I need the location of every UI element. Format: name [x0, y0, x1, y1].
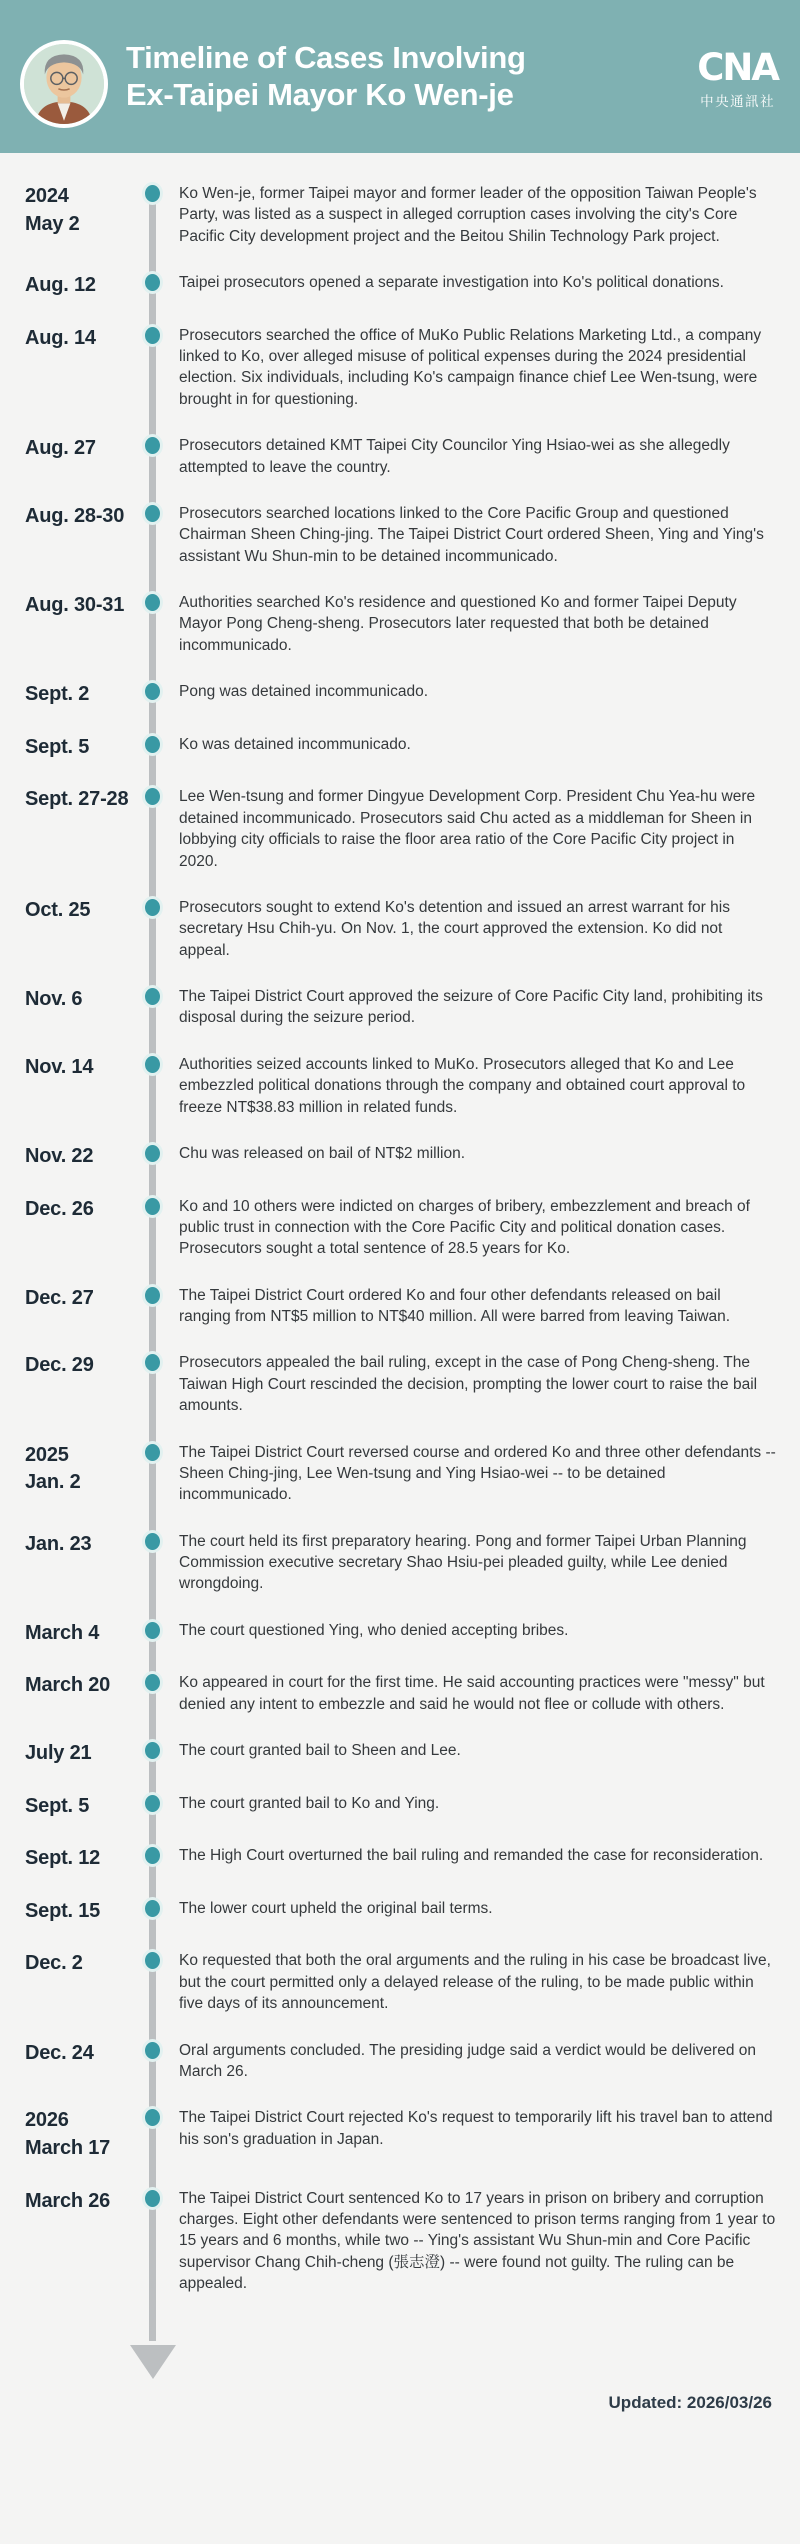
- timeline-dot-icon: [142, 1530, 163, 1553]
- entry-dot-column: [130, 1196, 175, 1260]
- page-title-line2: Ex-Taipei Mayor Ko Wen-je: [126, 76, 514, 112]
- timeline-entry: [25, 1620, 778, 1648]
- entry-date-block: [25, 1740, 130, 1768]
- timeline-entry: [25, 2040, 778, 2083]
- timeline-entry: [25, 1352, 778, 1416]
- entry-dot-column: [130, 503, 175, 567]
- entry-date-block: [25, 592, 130, 656]
- entry-date-block: [25, 272, 130, 300]
- timeline-dot-icon: [142, 182, 163, 205]
- entry-dot-column: [130, 592, 175, 656]
- timeline-entry: [25, 1672, 778, 1715]
- timeline-dot-icon: [142, 1142, 163, 1165]
- timeline-dot-icon: [142, 2187, 163, 2210]
- entry-date: Aug. 28-30: [25, 504, 125, 527]
- cna-logo-subtitle: 中央通訊社: [700, 94, 776, 110]
- entry-date-block: [25, 1845, 130, 1873]
- header: [0, 0, 800, 153]
- timeline-dot-icon: [142, 1619, 163, 1642]
- entry-year: 2026: [25, 2109, 69, 2132]
- page-title-line1: Timeline of Cases Involving: [126, 39, 526, 75]
- entry-dot-column: [130, 1898, 175, 1926]
- entry-date-block: [25, 1285, 130, 1328]
- timeline-entry: [25, 1898, 778, 1926]
- entry-date: Sept. 15: [25, 1899, 101, 1922]
- entry-date-block: [25, 1531, 130, 1595]
- entry-date-block: [25, 1196, 130, 1260]
- entry-date-block: [25, 986, 130, 1029]
- timeline-entry: [25, 1950, 778, 2014]
- cna-logo-text: CNA: [697, 46, 778, 89]
- entry-text: Oral arguments concluded. The presiding judge said a verdict would be delivered on March 26.: [179, 2041, 757, 2080]
- entry-date: Dec. 2: [25, 1952, 83, 1975]
- entry-date: March 20: [25, 1674, 111, 1697]
- timeline-entry: [25, 2107, 778, 2162]
- entry-dot-column: [130, 2188, 175, 2295]
- timeline-dot-icon: [142, 2039, 163, 2062]
- entry-text: The court granted bail to Ko and Ying.: [179, 1794, 440, 1812]
- entry-dot-column: [130, 272, 175, 300]
- entry-dot-column: [130, 1352, 175, 1416]
- timeline-dot-icon: [142, 324, 163, 347]
- entry-text: Prosecutors searched locations linked to the Core Pacific Group and questioned Chairman Sheen Ching-jing. The Taipei District Court ordered Sheen, Ying and Ying's assistant Wu Shun-min to be detained incommunicado.: [179, 504, 764, 565]
- timeline-dot-icon: [142, 1053, 163, 1076]
- entry-date: Sept. 5: [25, 735, 90, 758]
- entry-text: Prosecutors appealed the bail ruling, except in the case of Pong Cheng-sheng. The Taiwan High Court rescinded the decision, prompting the lower court to raise the bail amounts.: [179, 1354, 758, 1415]
- timeline-entries: [25, 183, 778, 2294]
- timeline-entry: [25, 1054, 778, 1118]
- entry-dot-column: [130, 1285, 175, 1328]
- entry-dot-column: [130, 786, 175, 872]
- entry-text: Taipei prosecutors opened a separate investigation into Ko's political donations.: [179, 274, 724, 292]
- entry-date: Nov. 14: [25, 1055, 94, 1078]
- entry-date: March 26: [25, 2189, 111, 2212]
- entry-text: The lower court upheld the original bail terms.: [179, 1899, 493, 1917]
- portrait-illustration: [24, 44, 104, 124]
- entry-text: Authorities searched Ko's residence and questioned Ko and former Taipei Deputy Mayor Pong Cheng-sheng. Prosecutors later requested that both be detained incommunicado.: [179, 594, 737, 654]
- entry-date-block: [25, 503, 130, 567]
- entry-date: Jan. 2: [25, 1471, 81, 1494]
- timeline-entry: [25, 897, 778, 961]
- entry-date: Dec. 26: [25, 1197, 94, 1220]
- entry-dot-column: [130, 2107, 175, 2162]
- entry-dot-column: [130, 325, 175, 411]
- entry-date-block: [25, 897, 130, 961]
- entry-text: The Taipei District Court reversed course and ordered Ko and three other defendants -- Sheen Ching-jing, Lee Wen-tsung and Ying Hsiao-wei -- to be detained incommunicado.: [179, 1443, 776, 1504]
- timeline-entry: [25, 986, 778, 1029]
- timeline-dot-icon: [142, 1897, 163, 1920]
- entry-date-block: [25, 681, 130, 709]
- entry-text: The Taipei District Court rejected Ko's request to temporarily lift his travel ban to attend his son's graduation in Japan.: [179, 2109, 773, 2148]
- entry-text: Chu was released on bail of NT$2 million.: [179, 1144, 466, 1162]
- timeline-entry: [25, 1285, 778, 1328]
- entry-date-block: [25, 325, 130, 411]
- timeline-dot-icon: [142, 271, 163, 294]
- entry-dot-column: [130, 183, 175, 247]
- entry-date: Sept. 12: [25, 1847, 101, 1870]
- timeline-entry: [25, 1143, 778, 1171]
- entry-date: July 21: [25, 1742, 92, 1765]
- updated-date: Updated: 2026/03/26: [608, 2393, 772, 2413]
- timeline-dot-icon: [142, 434, 163, 457]
- timeline-dot-icon: [142, 1351, 163, 1374]
- entry-text: The court questioned Ying, who denied accepting bribes.: [179, 1621, 569, 1639]
- entry-date: Sept. 2: [25, 683, 90, 706]
- entry-date-block: [25, 1352, 130, 1416]
- entry-text: The High Court overturned the bail ruling and remanded the case for reconsideration.: [179, 1847, 764, 1865]
- entry-dot-column: [130, 1740, 175, 1768]
- entry-dot-column: [130, 734, 175, 762]
- entry-text: The Taipei District Court ordered Ko and four other defendants released on bail ranging from NT$5 million to NT$40 million. All were barred from leaving Taiwan.: [179, 1286, 731, 1325]
- entry-date-block: [25, 435, 130, 478]
- entry-date: Nov. 22: [25, 1144, 94, 1167]
- entry-text: Ko Wen-je, former Taipei mayor and former leader of the opposition Taiwan People's Party, was listed as a suspect in alleged corruption cases involving the city's Core Pacific City development project and the Beitou Shilin Technology Park project.: [179, 185, 757, 245]
- entry-dot-column: [130, 1793, 175, 1821]
- entry-text: Pong was detained incommunicado.: [179, 683, 429, 701]
- timeline-dot-icon: [142, 502, 163, 525]
- timeline-entry: [25, 183, 778, 247]
- timeline-dot-icon: [142, 680, 163, 703]
- entry-dot-column: [130, 1054, 175, 1118]
- entry-dot-column: [130, 897, 175, 961]
- timeline-dot-icon: [142, 1739, 163, 1762]
- timeline-entry: [25, 2188, 778, 2295]
- entry-date: Dec. 27: [25, 1286, 94, 1309]
- timeline-dot-icon: [142, 1671, 163, 1694]
- timeline-dot-icon: [142, 1284, 163, 1307]
- entry-date: Sept. 5: [25, 1794, 90, 1817]
- entry-text: The Taipei District Court approved the seizure of Core Pacific City land, prohibiting its disposal during the seizure period.: [179, 988, 763, 1027]
- entry-date-block: [25, 183, 130, 247]
- page-title: [108, 40, 697, 113]
- entry-dot-column: [130, 986, 175, 1029]
- timeline-entry: [25, 1793, 778, 1821]
- entry-date: Dec. 24: [25, 2041, 94, 2064]
- timeline-entry: [25, 272, 778, 300]
- entry-date-block: [25, 1793, 130, 1821]
- entry-date: Jan. 23: [25, 1532, 92, 1555]
- timeline-arrow-icon: [130, 2345, 176, 2379]
- timeline-entry: [25, 1196, 778, 1260]
- entry-date-block: [25, 2188, 130, 2295]
- timeline-entry: [25, 1845, 778, 1873]
- entry-dot-column: [130, 1442, 175, 1506]
- timeline-dot-icon: [142, 2106, 163, 2129]
- entry-text: Ko requested that both the oral arguments and the ruling in his case be broadcast live, but the court permitted only a delayed release of the ruling, to be made public within five days of its announcement.: [179, 1952, 771, 2013]
- timeline-dot-icon: [142, 985, 163, 1008]
- entry-date: May 2: [25, 212, 80, 235]
- entry-date: March 4: [25, 1621, 100, 1644]
- entry-date-block: [25, 2040, 130, 2083]
- timeline-entry: [25, 1531, 778, 1595]
- timeline: [0, 153, 800, 2393]
- entry-text: Ko and 10 others were indicted on charges of bribery, embezzlement and breach of public trust in connection with the Core Pacific City and political donation cases. Prosecutors sought a total sentence of 28.5 years for Ko.: [179, 1197, 750, 1258]
- timeline-dot-icon: [142, 1949, 163, 1972]
- timeline-entry: [25, 503, 778, 567]
- entry-dot-column: [130, 1950, 175, 2014]
- timeline-dot-icon: [142, 733, 163, 756]
- entry-date-block: [25, 1672, 130, 1715]
- entry-date-block: [25, 1950, 130, 2014]
- timeline-dot-icon: [142, 1844, 163, 1867]
- entry-text: Ko was detained incommunicado.: [179, 735, 411, 753]
- entry-text: The court held its first preparatory hearing. Pong and former Taipei Urban Planning Commission executive secretary Shao Hsiu-pei pleaded guilty, while Lee denied wrongdoing.: [179, 1532, 747, 1593]
- entry-date: Aug. 30-31: [25, 594, 125, 617]
- entry-date: Nov. 6: [25, 988, 83, 1011]
- entry-date: Dec. 29: [25, 1354, 94, 1377]
- entry-text: Prosecutors searched the office of MuKo Public Relations Marketing Ltd., a company linked to Ko, over alleged misuse of political expenses during the 2024 presidential election. Six individuals, including Ko's campaign finance chief Lee Wen-tsung, were brought in for questioning.: [179, 326, 762, 408]
- entry-date: Oct. 25: [25, 898, 91, 921]
- cna-logo: [697, 43, 778, 110]
- entry-date-block: [25, 2107, 130, 2162]
- timeline-dot-icon: [142, 785, 163, 808]
- entry-dot-column: [130, 1845, 175, 1873]
- timeline-entry: [25, 1442, 778, 1506]
- entry-date: Sept. 27-28: [25, 788, 129, 811]
- timeline-entry: [25, 786, 778, 872]
- entry-date-block: [25, 1898, 130, 1926]
- ko-wen-je-photo: [20, 40, 108, 128]
- entry-dot-column: [130, 1620, 175, 1648]
- entry-text: Authorities seized accounts linked to MuKo. Prosecutors alleged that Ko and Lee embezzled political donations through the company and obtained court approval to freeze NT$38.83 million in related funds.: [179, 1055, 746, 1116]
- entry-text: The Taipei District Court sentenced Ko to 17 years in prison on bribery and corruption charges. Eight other defendants were sentenced to prison terms ranging from 1 year to 15 years and 6 months, while two -- Ying's assistant Wu Shun-min and Core Pacific supervisor Chang Chih-cheng (張志澄) -- were found not guilty. The ruling can be appealed.: [179, 2189, 776, 2293]
- entry-text: The court granted bail to Sheen and Lee.: [179, 1742, 461, 1760]
- timeline-dot-icon: [142, 896, 163, 919]
- entry-dot-column: [130, 1143, 175, 1171]
- entry-date-block: [25, 734, 130, 762]
- entry-date: Aug. 12: [25, 274, 96, 297]
- entry-date-block: [25, 1620, 130, 1648]
- entry-date: Aug. 27: [25, 437, 96, 460]
- timeline-entry: [25, 435, 778, 478]
- timeline-dot-icon: [142, 591, 163, 614]
- timeline-dot-icon: [142, 1441, 163, 1464]
- entry-text: Ko appeared in court for the first time. He said accounting practices were "messy" but denied any intent to embezzle and said he would not flee or collude with others.: [179, 1674, 765, 1713]
- entry-date-block: [25, 1143, 130, 1171]
- timeline-entry: [25, 681, 778, 709]
- timeline-entry: [25, 1740, 778, 1768]
- entry-date: Aug. 14: [25, 326, 96, 349]
- entry-dot-column: [130, 2040, 175, 2083]
- entry-year: 2025: [25, 1443, 69, 1466]
- footer: [0, 2393, 800, 2413]
- entry-dot-column: [130, 1672, 175, 1715]
- timeline-entry: [25, 592, 778, 656]
- entry-text: Lee Wen-tsung and former Dingyue Development Corp. President Chu Yea-hu were detained incommunicado. Prosecutors said Chu acted as a middleman for Sheen in lobbying city officials to raise the floor area ratio of the Core Pacific City project in 2020.: [179, 788, 756, 870]
- timeline-entry: [25, 734, 778, 762]
- entry-date-block: [25, 1442, 130, 1506]
- entry-dot-column: [130, 1531, 175, 1595]
- entry-date-block: [25, 786, 130, 872]
- entry-date-block: [25, 1054, 130, 1118]
- timeline-dot-icon: [142, 1195, 163, 1218]
- entry-dot-column: [130, 681, 175, 709]
- timeline-entry: [25, 325, 778, 411]
- entry-text: Prosecutors detained KMT Taipei City Councilor Ying Hsiao-wei as she allegedly attempted to leave the country.: [179, 437, 730, 476]
- entry-dot-column: [130, 435, 175, 478]
- entry-year: 2024: [25, 185, 69, 207]
- entry-date: March 17: [25, 2136, 111, 2159]
- entry-text: Prosecutors sought to extend Ko's detention and issued an arrest warrant for his secretary Hsu Chih-yu. On Nov. 1, the court approved the extension. Ko did not appeal.: [179, 898, 730, 959]
- timeline-dot-icon: [142, 1792, 163, 1815]
